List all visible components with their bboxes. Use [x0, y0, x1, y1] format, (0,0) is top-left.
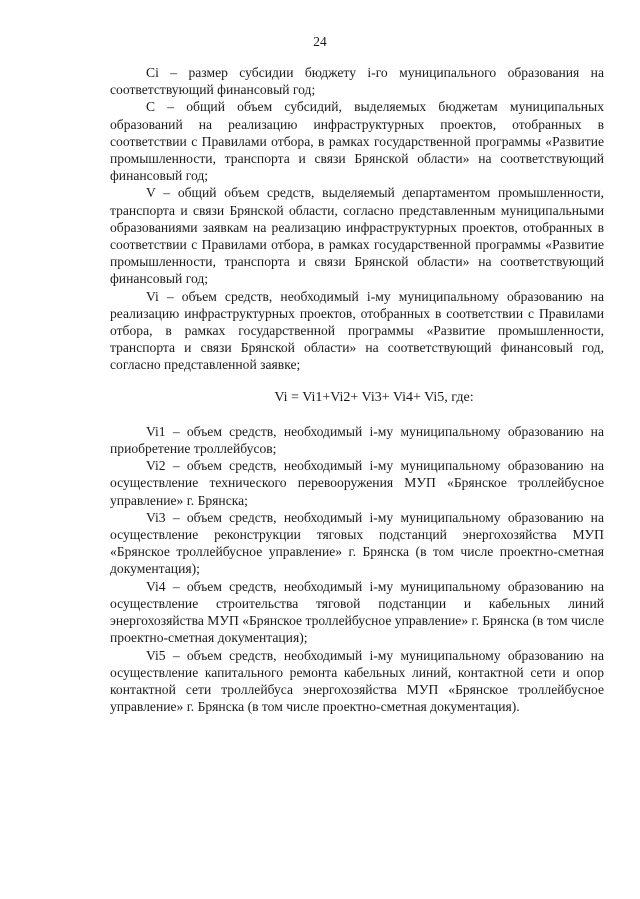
definition-vi4: Vi4 – объем средств, необходимый i-му муниципальному образованию на осуществление строительства тяговой подстанции и кабельных линий энергохозяйства МУП «Брянское троллейбусное управление» г. Брянска (в том числе проектно-сметная документация);	[110, 578, 604, 646]
definition-c: C – общий объем субсидий, выделяемых бюджетам муниципальных образований на реализацию инфраструктурных проектов, отобранных в соответствии с Правилами отбора, в рамках государственной программы «Развитие промышленности, транспорта и связи Брянской области» на соответствующий финансовый год;	[110, 99, 604, 184]
definition-vi3: Vi3 – объем средств, необходимый i-му муниципальному образованию на осуществление реконструкции тяговых подстанций энергохозяйства МУП «Брянское троллейбусное управление» г. Брянска (в том числе проектно-сметная документация);	[110, 509, 604, 577]
definition-vi1: Vi1 – объем средств, необходимый i-му муниципальному образованию на приобретение троллейбусов;	[110, 423, 604, 457]
formula-vi: Vi = Vi1+Vi2+ Vi3+ Vi4+ Vi5, где:	[274, 389, 474, 405]
definition-vi2: Vi2 – объем средств, необходимый i-му муниципальному образованию на осуществление технического перевооружения МУП «Брянское троллейбусное управление» г. Брянска;	[110, 458, 604, 508]
definition-vi: Vi – объем средств, необходимый i-му муниципальному образованию на реализацию инфраструктурных проектов, отобранных в соответствии с Правилами отбора, в рамках государственной программы «Развитие промышленности, транспорта и связи Брянской области» на соответствующий финансовый год, согласно представленной заявке;	[110, 288, 604, 373]
page-number: 24	[313, 34, 327, 49]
definition-v: V – общий объем средств, выделяемый департаментом промышленности, транспорта и связи Брянской области, согласно представленным муниципальными образованиями заявкам на реализацию инфраструктурных проектов, отобранных в соответствии с Правилами отбора, в рамках государственной программы «Развитие промышленности, транспорта и связи Брянской области» на соответствующий финансовый год;	[110, 185, 604, 287]
document-body	[110, 64, 604, 715]
definition-vi5: Vi5 – объем средств, необходимый i-му муниципальному образованию на осуществление капитального ремонта кабельных линий, контактной сети и опор контактной сети троллейбуса энергохозяйства МУП «Брянское троллейбусное управление» г. Брянска (в том числе проектно-сметная документация).	[110, 647, 604, 715]
definition-ci: Ci – размер субсидии бюджету i-го муниципального образования на соответствующий финансовый год;	[110, 65, 604, 98]
